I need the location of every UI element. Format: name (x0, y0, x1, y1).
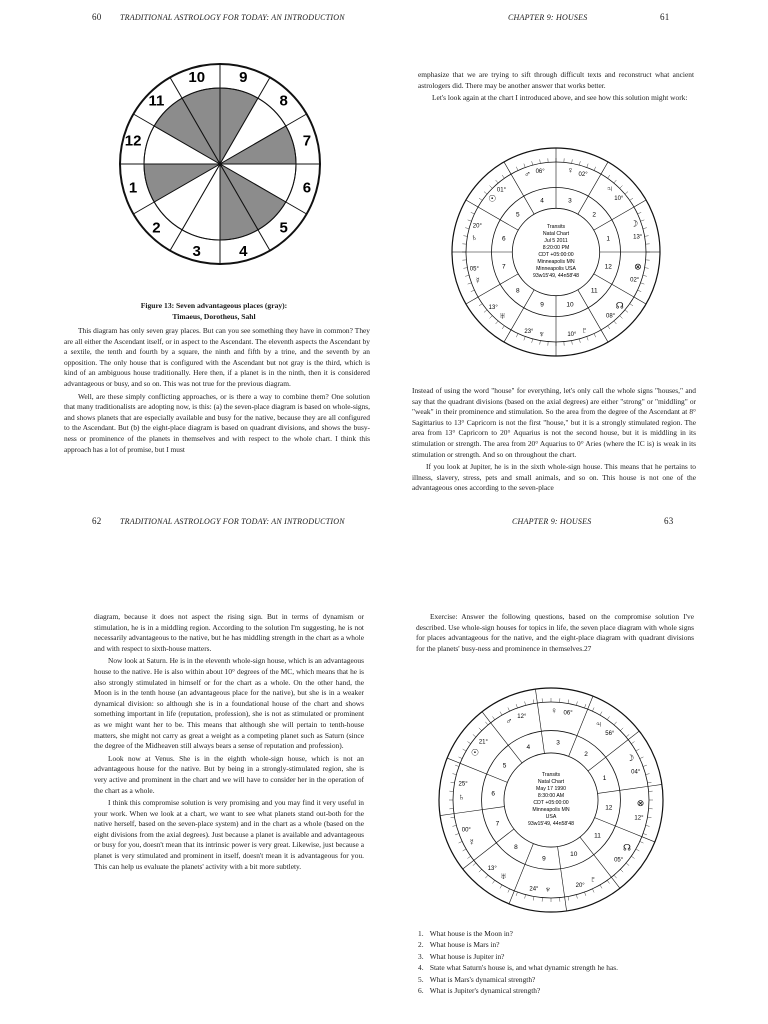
caption-line: Timaeus, Dorotheus, Sahl (172, 312, 256, 321)
planet-degree: 10° (567, 332, 577, 339)
planet-glyph: ♄ (458, 791, 465, 802)
chart-info-line: Natal Chart (542, 231, 570, 237)
planet-degree: 08° (606, 313, 616, 320)
planet-glyph: ⊗ (636, 798, 645, 809)
planet-degree: 02° (578, 171, 588, 178)
body-text (94, 612, 364, 874)
planet-glyph: ☿ (474, 275, 482, 286)
wheel-number-8: 8 (279, 92, 288, 110)
planet-degree: 12° (634, 815, 644, 822)
question-text: What is Jupiter's dynamical strength? (428, 986, 541, 996)
planet-glyph: ☿ (468, 837, 476, 848)
chart-info-line: Minneapolis MN (537, 259, 575, 265)
planet-degree: 24° (529, 886, 539, 893)
planet-degree: 10° (614, 195, 624, 202)
paragraph: I think this compromise solution is very promising and you may find it very useful in your work. When we look at a chart, we want to see what planets stand out-both for the native herself, based on the seven-place system) and in the chart as a whole (based on the eight divisions from the axial degrees). Just because a planet is available and advantageous or busy for you, doesn't mean that its intrinsic power is very great. Likewise, just because a planet is very stimulated and prominent in itself, doesn't mean it is advantageous for you. This can help us evaluate the planets' activity with a bit more subtlety. (94, 798, 364, 871)
planet-degree: 01° (496, 187, 506, 194)
planet-glyph: ☽ (626, 752, 635, 763)
page-header (4, 12, 376, 26)
paragraph: Instead of using the word "house" for everything, let's only call the whole signs "houses," and say that the quadrant divisions (based on the axial degrees) are either "strong" or "middling" or "weak" in their prominence and stimulation. So the area from the degree of the Ascendant at 8° Sagittarius to 13° Capricorn is not the first "house," but it is a strongly stimulated region. The area from 13° Capricorn to 20° Aquarius is not the second house, but it is middling in its stimulation or strength. The area from 20° Aquarius to 0° Aries (where the IC is) is weak in its stimulation or strength. And so on throughout the chart. (412, 386, 696, 459)
paragraph: Let's look again at the chart I introduced above, and see how this solution might work: (432, 93, 688, 103)
house-number: 10 (570, 851, 578, 859)
planet-glyph: ♆ (544, 884, 552, 895)
question-item (418, 985, 758, 996)
chart-info-line: Jul 5 2011 (544, 238, 568, 244)
planet-degree: 20° (575, 883, 585, 890)
wheel-number-4: 4 (239, 242, 248, 260)
question-number: 5. (418, 974, 424, 984)
planet-degree: 06° (535, 168, 545, 175)
chart-info-line: Minneapolis MN (532, 807, 570, 813)
planet-glyph: ♂ (505, 715, 513, 726)
running-title: CHAPTER 9: HOUSES (512, 517, 592, 526)
house-number: 2 (584, 750, 588, 758)
page-header (392, 516, 764, 530)
exercise-text (416, 612, 694, 656)
running-title: TRADITIONAL ASTROLOGY FOR TODAY: AN INTRODUCTION (120, 517, 345, 526)
house-number: 9 (540, 301, 544, 309)
planet-glyph: ⊗ (634, 261, 642, 272)
wheel-number-11: 11 (148, 92, 165, 110)
paragraph: This diagram has only seven gray places. But can you see something they have in common? They are all either the Ascendant itself, or in aspect to the Ascendant. The eleventh aspects the Ascendant by a sextile, the tenth and fourth by a square, the ninth and fifth by a trine, and the seventh by an opposition. The only house that is configured with the Ascendant but not gray is the third, which is kind of an ambiguous house traditionally. Here then, if a planet is in the ninth, then it is considered advantageous or busy, and so on. This was not true for the previous diagram. (64, 326, 370, 388)
page-62 (4, 512, 376, 1012)
planet-glyph: ☽ (630, 218, 639, 229)
paragraph: Exercise: Answer the following questions, based on the compromise solution I've described. Use whole-sign houses for topics in life, the seven place diagram with whole signs for places advantageous for the native, and the eight-place diagram with quadrant divisions for the planets' busy-ness and prominence in themselves.27 (416, 612, 694, 653)
house-number: 6 (501, 235, 506, 243)
chart-info-line: USA (545, 814, 557, 820)
running-title: TRADITIONAL ASTROLOGY FOR TODAY: AN INTRODUCTION (120, 13, 345, 22)
house-number: 2 (592, 211, 597, 219)
wheel-divider (286, 202, 307, 214)
paragraph: Well, are these simply conflicting approaches, or is there a way to combine them? One solution that many traditionalists are adopting now, is this: (a) the seven-place diagram is based on whole-signs, and shows planets that are especially available and busy for the native, because they are all configured to the Ascendant. But (b) the eight-place diagram is based on quadrant divisions, and shows the busy-ness or prominence of the planets in themselves and with respect to the whole chart. I think this approach has a lot of promise, but I must (64, 391, 370, 454)
chart-info-line: May 17 1990 (536, 786, 566, 792)
question-item (418, 974, 758, 985)
chart-info-line: Transits (541, 772, 561, 778)
wheel-divider (258, 230, 270, 251)
house-number: 7 (495, 820, 500, 828)
house-number: 5 (502, 762, 507, 770)
chart-info-line: CDT +05:00:00 (538, 252, 574, 258)
page-header (392, 12, 764, 26)
chart-info-line: Transits (546, 224, 566, 230)
paragraph: emphasize that we are trying to sift through difficult texts and reconstruct what ancient astrologers did. There may be another answer that works better. (418, 70, 694, 90)
page-60 (4, 8, 376, 508)
planet-glyph: ♀ (567, 165, 574, 176)
house-number: 9 (542, 855, 546, 863)
planet-glyph: ♄ (470, 232, 478, 243)
question-number: 1. (418, 929, 424, 938)
planet-degree: 25° (458, 781, 468, 788)
planet-degree: 56° (605, 730, 615, 737)
planet-glyph: ♀ (550, 705, 558, 716)
wheel-divider (133, 202, 154, 214)
question-text: What house is Jupiter in? (428, 951, 505, 961)
house-number: 4 (526, 743, 531, 751)
question-number: 2. (418, 940, 424, 950)
house-number: 8 (514, 844, 518, 852)
chart-info-line: 8:20:00 PM (542, 245, 570, 251)
question-text: What house is Mars in? (428, 940, 500, 950)
caption-line: Figure 13: Seven advantageous places (gray): (140, 301, 288, 310)
planet-glyph: ♃ (595, 719, 602, 730)
house-number: 6 (491, 790, 496, 798)
page-header (4, 516, 376, 530)
wheel-number-5: 5 (279, 219, 288, 237)
page-63 (392, 512, 764, 1012)
seven-places-wheel (112, 42, 342, 290)
question-number: 4. (418, 963, 424, 973)
wheel-number-9: 9 (239, 69, 248, 87)
question-number: 6. (418, 986, 424, 996)
wheel-number-7: 7 (302, 132, 312, 150)
page-number: 60 (92, 12, 102, 22)
planet-glyph: ♅ (500, 870, 507, 881)
planet-glyph: ♇ (589, 874, 597, 885)
wheel-number-2: 2 (152, 219, 161, 237)
chart-info-line: 8:30:00 AM (537, 793, 565, 799)
house-number: 11 (590, 287, 598, 295)
planet-glyph: ☉ (470, 747, 480, 758)
house-number: 12 (604, 263, 612, 271)
wheel-divider (170, 77, 182, 98)
planet-degree: 23° (524, 329, 534, 336)
planet-glyph: ♅ (499, 310, 506, 321)
house-number: 4 (540, 197, 544, 205)
chart-info-line: Natal Chart (537, 779, 565, 785)
planet-glyph: ♇ (581, 325, 588, 336)
paragraph: If you look at Jupiter, he is in the sixth whole-sign house. This means that he pertains to illness, slavery, stress, pets and small animals, and so on. This house is not one of the advantageous ones according to the seven-place (412, 462, 696, 493)
question-text: What is Mars's dynamical strength? (428, 974, 536, 984)
wheel-divider (258, 77, 270, 98)
house-number: 12 (605, 804, 613, 812)
planet-degree: 21° (478, 739, 488, 746)
wheel-divider (170, 230, 182, 251)
house-number: 1 (606, 235, 611, 243)
planet-degree: 13° (488, 305, 498, 312)
wheel-divider (133, 114, 154, 126)
house-number: 3 (568, 197, 572, 205)
question-item (418, 928, 758, 939)
running-title: CHAPTER 9: HOUSES (508, 13, 588, 22)
planet-glyph: ♂ (524, 168, 531, 179)
planet-glyph: ☊ (622, 842, 631, 853)
house-number: 8 (515, 287, 520, 295)
question-item (418, 951, 758, 962)
wheel-divider (286, 114, 307, 126)
chart-info-line: CDT +05:00:00 (533, 800, 569, 806)
natal-chart-wheel (426, 682, 676, 922)
question-number: 3. (418, 951, 424, 961)
wheel-number-6: 6 (302, 179, 312, 197)
house-number: 11 (594, 832, 601, 840)
chart-info-line: 93w15'49, 44n58'48 (527, 821, 575, 827)
planet-glyph: ☊ (615, 300, 624, 311)
paragraph: Now look at Saturn. He is in the eleventh whole-sign house, which is an advantageous house to the native. He is also within about 10° degrees of the MC, which means that he is also strongly stimulated in himself or for the chart as a whole. On the other hand, the Moon is in the tenth house (an advantageous place for the native), but she is in a weaker dynamical division: so although she is in a foundational house of the chart and shows something important in life (reputation, profession), she is not as stimulated or prominent as we might want her to be. This means that although she will pertain to tenth-house matters, she might not carry as great a weight as a competing planet such as Saturn (since the degree of the Midheaven still always bears a sense of reputation and profession). (94, 656, 364, 751)
question-list (418, 928, 758, 996)
planet-glyph: ♃ (606, 183, 613, 194)
planet-degree: 02° (630, 277, 640, 284)
planet-glyph: ♆ (538, 328, 545, 339)
natal-chart-wheel (436, 142, 676, 362)
planet-degree: 05° (469, 266, 479, 273)
wheel-number-12: 12 (124, 132, 142, 150)
question-text: State what Saturn's house is, and what dynamic strength he has. (428, 963, 618, 973)
wheel-number-10: 10 (188, 69, 206, 87)
question-text: What house is the Moon in? (428, 929, 513, 938)
paragraph: diagram, because it does not aspect the rising sign. But in terms of dynamism or stimulation, he is in a middling region. According to the solution I'm suggesting, he is not necessarily advantageous to the native, but he has middling strength in the chart as a whole and with respect to sixth-house matters. (94, 612, 364, 653)
figure-caption (64, 300, 364, 322)
planet-degree: 13° (633, 234, 643, 241)
page-number: 62 (92, 516, 102, 526)
question-item (418, 939, 758, 950)
house-number: 10 (566, 301, 574, 309)
page-number: 61 (660, 12, 670, 22)
body-text-top (418, 70, 694, 106)
body-text (64, 326, 370, 457)
wheel-number-1: 1 (128, 179, 138, 197)
chart-info-line: 93w15'49, 44n58'48 (532, 273, 580, 279)
planet-degree: 20° (472, 223, 482, 230)
planet-glyph: ☉ (488, 193, 497, 204)
house-number: 1 (602, 774, 607, 782)
planet-degree: 05° (614, 857, 624, 864)
wheel-number-3: 3 (192, 242, 201, 260)
planet-degree: 04° (631, 769, 641, 776)
planet-degree: 12° (517, 713, 527, 720)
planet-degree: 13° (487, 866, 497, 873)
planet-degree: 06° (563, 710, 573, 717)
page-61 (392, 8, 764, 508)
planet-degree: 00° (461, 827, 471, 834)
page-number: 63 (664, 516, 674, 526)
question-item (418, 962, 758, 973)
body-text (412, 386, 696, 496)
paragraph: Look now at Venus. She is in the eighth whole-sign house, which is not an advantageous house for the native. But by being in a strongly-stimulated region, she is very active and prominent in the chart and we will have to consider her in the operation of the chart as a whole. (94, 753, 364, 795)
house-number: 3 (556, 739, 560, 747)
chart-info-line: Minneapolis USA (536, 266, 576, 272)
house-number: 5 (515, 211, 520, 219)
house-number: 7 (501, 263, 506, 271)
